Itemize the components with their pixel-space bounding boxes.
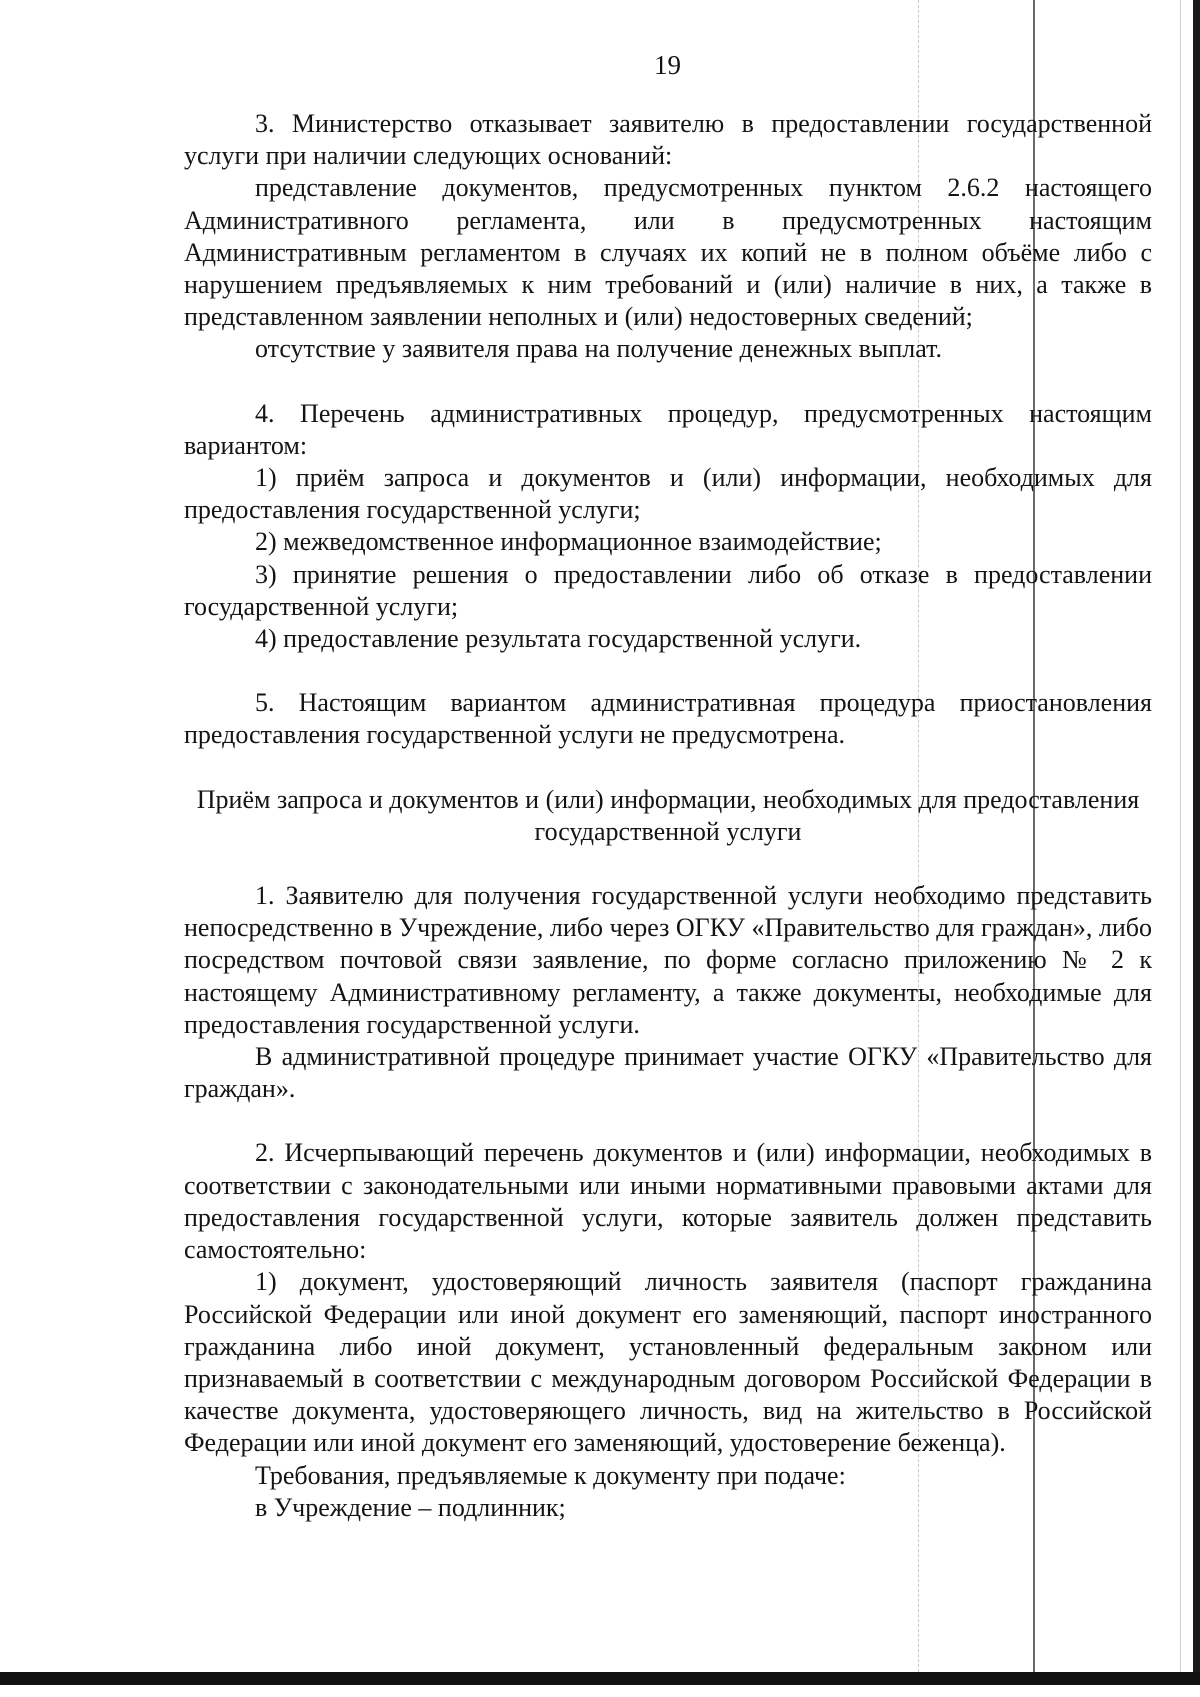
section-paragraph-1: 1. Заявителю для получения государственной услуги необходимо представить непосредственно в Учреждение, либо через ОГКУ «Правительство для граждан», либо посредством почтовой связи заявление, по форме согласно приложению № 2 к настоящему Административному регламенту, а также документы, необходимые для предоставления государственной услуги. (184, 881, 1152, 1039)
paragraph-3-intro: 3. Министерство отказывает заявителю в предоставлении государственной услуги при наличии следующих оснований: (184, 109, 1152, 171)
section-paragraph-2: 2. Исчерпывающий перечень документов и (или) информации, необходимых в соответствии с законодательными или иными нормативными правовыми актами для предоставления государственной услуги, которые заявитель должен представить самостоятельно: (184, 1138, 1152, 1265)
page-number: 19 (654, 50, 681, 80)
paragraph-4-intro: 4. Перечень административных процедур, предусмотренных настоящим вариантом: (184, 398, 1152, 460)
procedure-item-1: 1) приём запроса и документов и (или) информации, необходимых для предоставления государственной услуги; (184, 463, 1152, 525)
section-paragraph-1-participant: В административной процедуре принимает участие ОГКУ «Правительство для граждан». (184, 1042, 1152, 1104)
procedure-item-2: 2) межведомственное информационное взаимодействие; (255, 527, 882, 557)
document-body (184, 108, 1152, 1524)
scan-border-bottom (0, 1672, 1200, 1685)
requirement-institution: в Учреждение – подлинник; (255, 1492, 566, 1522)
paragraph-5: 5. Настоящим вариантом административная процедура приостановления предоставления государственной услуги не предусмотрена. (184, 688, 1152, 750)
scan-border-right (1193, 0, 1200, 1685)
paragraph-3-ground-2: отсутствие у заявителя права на получение денежных выплат. (255, 334, 943, 364)
document-item-1: 1) документ, удостоверяющий личность заявителя (паспорт гражданина Российской Федерации или иной документ его заменяющий, паспорт иностранного гражданина либо иной документ, установленный федеральным законом или признаваемый в соответствии с международным договором Российской Федерации в качестве документа, удостоверяющего личность, вид на жительство в Российской Федерации или иной документ его заменяющий, удостоверение беженца). (184, 1267, 1152, 1458)
section-heading: Приём запроса и документов и (или) информации, необходимых для предоставления государственной услуги (196, 784, 1140, 846)
procedure-item-4: 4) предоставление результата государственной услуги. (255, 624, 862, 654)
requirements-intro: Требования, предъявляемые к документу при подаче: (255, 1460, 846, 1490)
procedure-item-3: 3) принятие решения о предоставлении либо об отказе в предоставлении государственной услуги; (184, 559, 1152, 621)
scan-artifact-line (1180, 0, 1181, 1672)
paragraph-3-ground-1: представление документов, предусмотренных пунктом 2.6.2 настоящего Административного регламента, или в предусмотренных настоящим Административным регламентом в случаях их копий не в полном объёме либо с нарушением предъявляемых к ним требований и (или) наличие в них, а также в представленном заявлении неполных и (или) недостоверных сведений; (184, 173, 1152, 332)
